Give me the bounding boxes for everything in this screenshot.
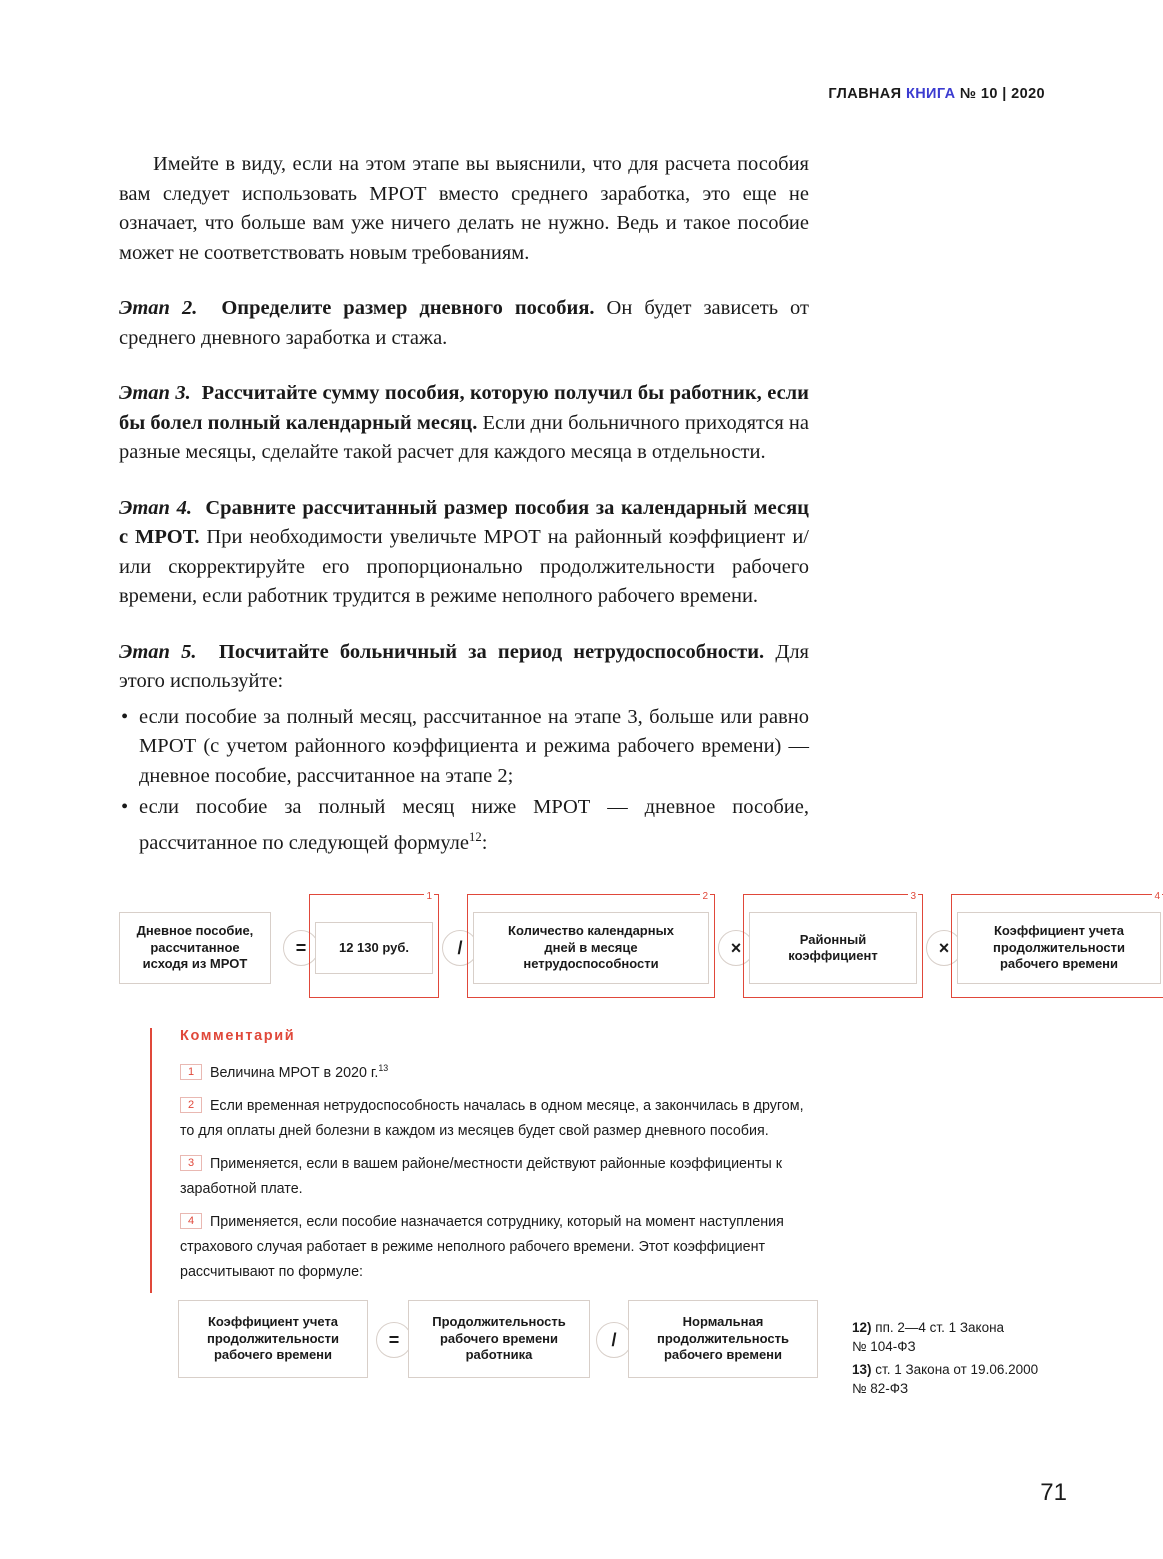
stage-5-paragraph xyxy=(119,638,809,697)
footnote-13-number: 13) xyxy=(852,1362,872,1377)
stage-2-title: Определите размер дневного пособия. xyxy=(221,297,595,319)
footnote-13-text: ст. 1 Закона от 19.06.2000 xyxy=(871,1362,1039,1377)
multiply-operator-2: × xyxy=(926,930,962,966)
commentary-block xyxy=(150,1028,810,1293)
stage-3-title: Рассчитайте сумму пособия, которую получил бы работник, если бы болел полный календарный месяц. xyxy=(119,382,809,434)
footnote-ref-13: 13 xyxy=(378,1063,389,1073)
formula-calendar-days-box: Количество календарных дней в месяце нетрудоспособности xyxy=(473,912,709,984)
formula-mrot-box: 12 130 руб. xyxy=(315,922,433,974)
commentary-note-4 xyxy=(180,1210,810,1285)
secondary-formula-diagram xyxy=(178,1300,798,1395)
bullet-1-text: если пособие за полный месяц, рассчитанное на этапе 3, больше или равно МРОТ (с учетом районного коэффициента и режима рабочего времени) — дневное пособие, рассчитанное на этапе 2; xyxy=(139,705,809,787)
note-2-text: Если временная нетрудоспособность началась в одном месяце, а закончилась в другом, то для оплаты дней болезни в каждом из месяцев будет свой размер дневного пособия. xyxy=(180,1097,804,1139)
secondary-divide-operator: / xyxy=(596,1322,632,1358)
stage-5-label: Этап 5. xyxy=(119,640,197,663)
bullet-2-text-after: : xyxy=(481,831,488,854)
main-formula-diagram xyxy=(119,890,1160,1005)
marker-3-label: 3 xyxy=(910,891,916,902)
stage-4-paragraph xyxy=(119,494,809,612)
bullet-2-text: если пособие за полный месяц ниже МРОТ — дневное пособие, рассчитанное по следующей формуле xyxy=(139,796,809,854)
footnote-ref-12: 12 xyxy=(469,829,482,844)
note-1-text: Величина МРОТ в 2020 г. xyxy=(210,1064,379,1081)
stage-3-paragraph xyxy=(119,379,809,468)
footnote-12 xyxy=(852,1318,1052,1356)
marker-1-label: 1 xyxy=(426,891,432,902)
page-number: 71 xyxy=(1040,1479,1067,1506)
commentary-note-2 xyxy=(180,1094,810,1144)
stage-2-label: Этап 2. xyxy=(119,297,198,319)
marker-2-label: 2 xyxy=(702,891,708,902)
note-marker-3: 3 xyxy=(180,1155,202,1171)
stage-4-title: Сравните рассчитанный размер пособия за календарный месяц с МРОТ. xyxy=(119,496,809,548)
commentary-title: Комментарий xyxy=(180,1028,296,1044)
stage-2-paragraph xyxy=(119,294,809,353)
stage-3-label: Этап 3. xyxy=(119,382,191,404)
stage-5-title: Посчитайте больничный за период нетрудоспособности. xyxy=(218,640,765,663)
stage-5-bullet-list xyxy=(119,703,809,858)
multiply-operator-1: × xyxy=(718,930,754,966)
footnote-13 xyxy=(852,1360,1052,1398)
divide-operator: / xyxy=(442,930,478,966)
stage-4-label: Этап 4. xyxy=(119,496,192,519)
footnote-12-number: 12) xyxy=(852,1320,872,1335)
note-marker-2: 2 xyxy=(180,1097,202,1113)
secondary-employee-time-box: Продолжительность рабочего времени работника xyxy=(408,1300,590,1378)
footnote-12-text: пп. 2—4 ст. 1 Закона xyxy=(871,1320,1005,1335)
note-3-text: Применяется, если в вашем районе/местности действуют районные коэффициенты к заработной плате. xyxy=(180,1155,782,1197)
formula-result-box: Дневное пособие, рассчитанное исходя из МРОТ xyxy=(119,912,271,984)
commentary-note-3 xyxy=(180,1152,810,1202)
note-marker-4: 4 xyxy=(180,1213,202,1229)
stage-4-body: При необходимости увеличьте МРОТ на районный коэффициент и/или скорректируйте его пропорционально продолжительности рабочего времени, если работник трудится в режиме неполного рабочего времени. xyxy=(119,526,809,607)
note-marker-1: 1 xyxy=(180,1064,202,1080)
secondary-formula-result-box: Коэффициент учета продолжительности рабочего времени xyxy=(178,1300,368,1378)
brand-second: КНИГА xyxy=(905,86,956,102)
main-text-column xyxy=(119,150,809,860)
footnote-13-text2: № 82-ФЗ xyxy=(852,1381,909,1396)
secondary-equals-operator: = xyxy=(376,1322,412,1358)
intro-paragraph: Имейте в виду, если на этом этапе вы выяснили, что для расчета пособия вам следует использовать МРОТ вместо среднего заработка, это еще не означает, что больше вам уже ничего делать не нужно. Ведь и такое пособие может не соответствовать новым требованиям. xyxy=(119,153,809,264)
footnote-12-text2: № 104-ФЗ xyxy=(852,1339,916,1354)
brand-first: ГЛАВНАЯ xyxy=(828,86,902,102)
stage-3-body: Если дни больничного приходятся на разные месяцы, сделайте такой расчет для каждого месяца в отдельности. xyxy=(119,411,809,463)
secondary-normal-time-box: Нормальная продолжительность рабочего времени xyxy=(628,1300,818,1378)
stage-2-body: Он будет зависеть от среднего дневного заработка и стажа. xyxy=(119,297,809,349)
formula-regional-coefficient-box: Районный коэффициент xyxy=(749,912,917,984)
formula-working-time-coefficient-box: Коэффициент учета продолжительности рабочего времени xyxy=(957,912,1161,984)
commentary-note-1 xyxy=(180,1056,810,1086)
list-item xyxy=(119,703,809,792)
stage-5-body: Для этого используйте: xyxy=(119,640,809,692)
list-item xyxy=(119,793,809,858)
page-header xyxy=(828,86,1045,102)
side-footnotes xyxy=(852,1318,1052,1402)
issue-label: № 10 | 2020 xyxy=(959,86,1045,102)
equals-operator: = xyxy=(283,930,319,966)
note-4-text: Применяется, если пособие назначается сотруднику, который на момент наступления страхового случая работает в режиме неполного рабочего времени. Этот коэффициент рассчитывают по формуле: xyxy=(180,1213,784,1280)
marker-4-label: 4 xyxy=(1154,891,1160,902)
